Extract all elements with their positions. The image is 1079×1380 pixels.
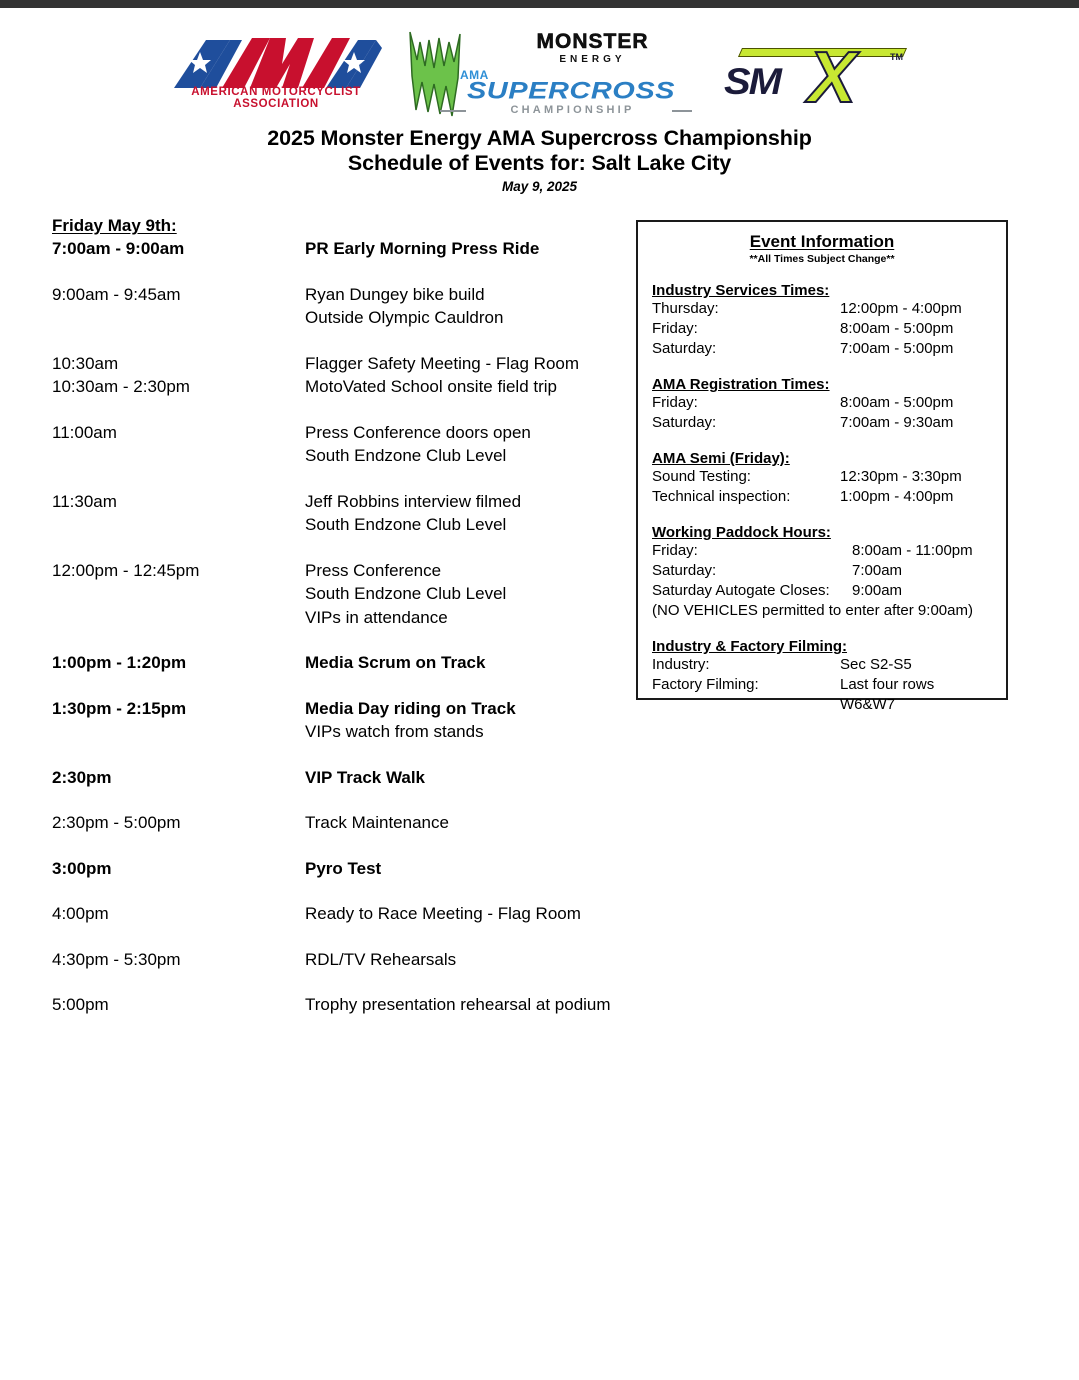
schedule-row-desc-main: Media Day riding on Track: [305, 698, 516, 718]
schedule-row: [52, 421, 632, 468]
schedule-row-desc-main: Press Conference: [305, 560, 442, 580]
info-row-value: 8:00am - 11:00pm: [852, 542, 973, 559]
info-row: [652, 655, 992, 675]
schedule-row-desc: [305, 283, 632, 330]
info-row-label: Friday:: [652, 542, 698, 559]
smx-trademark-symbol: TM: [890, 52, 903, 62]
info-row: [652, 393, 992, 413]
schedule-row-time: 11:30am: [52, 491, 117, 511]
info-row-label: Saturday:: [652, 414, 717, 431]
schedule-row-desc: [305, 697, 632, 744]
info-row: [652, 413, 992, 433]
schedule-row-desc: Flagger Safety Meeting - Flag Room: [305, 353, 580, 373]
info-row-value: 8:00am - 5:00pm: [840, 394, 954, 411]
info-group-industry-services: [652, 282, 992, 359]
supercross-ama-label: AMA: [460, 68, 489, 82]
schedule-row: [52, 697, 632, 744]
info-group-note: (NO VEHICLES permitted to enter after 9:00am): [652, 602, 973, 619]
schedule-row-time: 10:30am - 2:30pm: [52, 377, 190, 396]
schedule-row-desc: [305, 421, 632, 468]
info-group-title: AMA Registration Times:: [652, 376, 830, 393]
smx-x-mark: X: [808, 38, 857, 118]
ama-emblem-icon: [170, 30, 382, 94]
info-group-ama-registration: [652, 376, 992, 433]
info-row-label: Saturday:: [652, 340, 717, 357]
monster-energy-supercross-logo: [400, 26, 690, 118]
info-row-label: Saturday Autogate Closes:: [652, 582, 830, 599]
schedule-list: [52, 216, 632, 1017]
schedule-row-desc-sub: South Endzone Club Level: [305, 584, 507, 603]
schedule-row-desc-main: Press Conference doors open: [305, 422, 531, 442]
info-group-industry-factory-filming: [652, 638, 992, 715]
schedule-row-time: 4:00pm: [52, 904, 109, 923]
schedule-row: [52, 811, 632, 835]
smx-sm-wordmark: SM: [724, 62, 780, 103]
schedule-row-desc-sub: South Endzone Club Level: [305, 446, 507, 465]
info-row-value: 8:00am - 5:00pm: [840, 320, 954, 337]
schedule-row-desc: Track Maintenance: [305, 813, 449, 832]
energy-wordmark: ENERGY: [559, 54, 626, 65]
schedule-row-desc-main: Jeff Robbins interview filmed: [305, 491, 522, 511]
info-group-title: Industry & Factory Filming:: [652, 638, 848, 655]
info-group-title: Working Paddock Hours:: [652, 524, 831, 541]
schedule-row: [52, 902, 632, 926]
schedule-row: [52, 283, 632, 330]
info-row-value: 12:30pm - 3:30pm: [840, 468, 962, 485]
event-information-box: [636, 220, 1008, 713]
monster-wordmark: MONSTER: [536, 30, 649, 53]
schedule-day-header: Friday May 9th:: [52, 216, 177, 235]
schedule-row-time: 10:30am: [52, 353, 119, 373]
info-row: [652, 675, 992, 715]
supercross-wordmark: SUPERCROSS: [466, 78, 676, 105]
schedule-row: [52, 766, 632, 790]
info-row: [652, 581, 992, 601]
schedule-row-time: 2:30pm: [52, 767, 112, 787]
info-row-value: 12:00pm - 4:00pm: [840, 300, 962, 317]
schedule-row-desc: [305, 559, 632, 630]
schedule-row-time: 3:00pm: [52, 858, 112, 878]
schedule-row: [52, 375, 632, 399]
info-row-label: Sound Testing:: [652, 468, 751, 485]
info-row-value: 9:00am: [852, 582, 903, 599]
event-information-title: Event Information: [749, 232, 895, 251]
info-row-value: 7:00am - 9:30am: [840, 414, 954, 431]
schedule-row-desc-sub: South Endzone Club Level: [305, 515, 507, 534]
info-row-value: 7:00am: [852, 562, 903, 579]
schedule-row: [52, 651, 632, 675]
info-row: [652, 467, 992, 487]
schedule-row: [52, 993, 632, 1017]
schedule-row-desc: [305, 490, 632, 537]
schedule-row-time: 9:00am - 9:45am: [52, 284, 181, 304]
schedule-row-time: 5:00pm: [52, 995, 109, 1014]
schedule-row-desc: Pyro Test: [305, 858, 382, 878]
info-group-title: AMA Semi (Friday):: [652, 450, 790, 467]
schedule-row-time: 1:30pm - 2:15pm: [52, 698, 187, 718]
info-group-title: Industry Services Times:: [652, 282, 830, 299]
schedule-row: [52, 237, 632, 261]
schedule-row-desc: Trophy presentation rehearsal at podium: [305, 995, 611, 1014]
info-row-label: Technical inspection:: [652, 488, 791, 505]
page-title-block: [0, 126, 1079, 194]
schedule-row-desc: PR Early Morning Press Ride: [305, 239, 540, 258]
event-information-subtitle: **All Times Subject Change**: [749, 253, 895, 265]
info-row-value: 1:00pm - 4:00pm: [840, 488, 954, 505]
logo-strip: [0, 14, 1079, 118]
page-title-line1: 2025 Monster Energy AMA Supercross Championship: [267, 126, 812, 150]
info-row-label: Friday:: [652, 320, 698, 337]
schedule-row: [52, 490, 632, 537]
championship-rule-right: [672, 110, 692, 112]
championship-rule-left: [440, 110, 466, 112]
info-row-label: Industry:: [652, 656, 710, 673]
schedule-row-time: 12:00pm - 12:45pm: [52, 560, 200, 580]
info-row-value: Sec S2-S5: [840, 656, 912, 673]
schedule-row-desc-main: Ryan Dungey bike build: [305, 284, 485, 304]
info-row: [652, 339, 992, 359]
ama-logo-tagline: AMERICAN MOTORCYCLIST ASSOCIATION: [191, 86, 361, 110]
info-row-label: Saturday:: [652, 562, 717, 579]
schedule-row-desc: MotoVated School onsite field trip: [305, 377, 557, 396]
schedule-row: [52, 352, 632, 376]
info-row: [652, 561, 992, 581]
schedule-row-time: 11:00am: [52, 422, 117, 442]
schedule-row-time: 7:00am - 9:00am: [52, 239, 185, 258]
info-row-label: Friday:: [652, 394, 698, 411]
schedule-row-desc: Ready to Race Meeting - Flag Room: [305, 904, 581, 923]
smx-logo: [712, 34, 917, 118]
schedule-row: [52, 857, 632, 881]
info-row: [652, 299, 992, 319]
schedule-row-desc-sub: VIPs watch from stands: [305, 722, 484, 741]
page-title-date: May 9, 2025: [501, 179, 578, 194]
ama-logo: [170, 30, 382, 112]
championship-wordmark: CHAMPIONSHIP: [510, 104, 635, 116]
page-title-line2: Schedule of Events for: Salt Lake City: [347, 151, 732, 175]
schedule-row: [52, 559, 632, 630]
schedule-row-desc: VIP Track Walk: [305, 767, 426, 787]
info-row-label: Thursday:: [652, 300, 719, 317]
schedule-row-desc: Media Scrum on Track: [305, 653, 486, 672]
schedule-row-desc-sub: Outside Olympic Cauldron: [305, 308, 504, 327]
schedule-row-desc-sub2: VIPs in attendance: [305, 607, 448, 627]
info-row-value: Last four rows W6&W7: [840, 676, 935, 713]
info-row: [652, 319, 992, 339]
info-row-value: 7:00am - 5:00pm: [840, 340, 954, 357]
schedule-row-time: 2:30pm - 5:00pm: [52, 813, 181, 832]
top-bar: [0, 0, 1079, 8]
schedule-row-time: 4:30pm - 5:30pm: [52, 949, 181, 969]
info-group-working-paddock: [652, 524, 992, 621]
info-group-ama-semi: [652, 450, 992, 507]
schedule-row-time: 1:00pm - 1:20pm: [52, 653, 187, 672]
schedule-row-desc: RDL/TV Rehearsals: [305, 949, 457, 969]
schedule-row: [52, 948, 632, 972]
info-row-label: Factory Filming:: [652, 676, 759, 693]
info-row: [652, 487, 992, 507]
info-row: [652, 541, 992, 561]
